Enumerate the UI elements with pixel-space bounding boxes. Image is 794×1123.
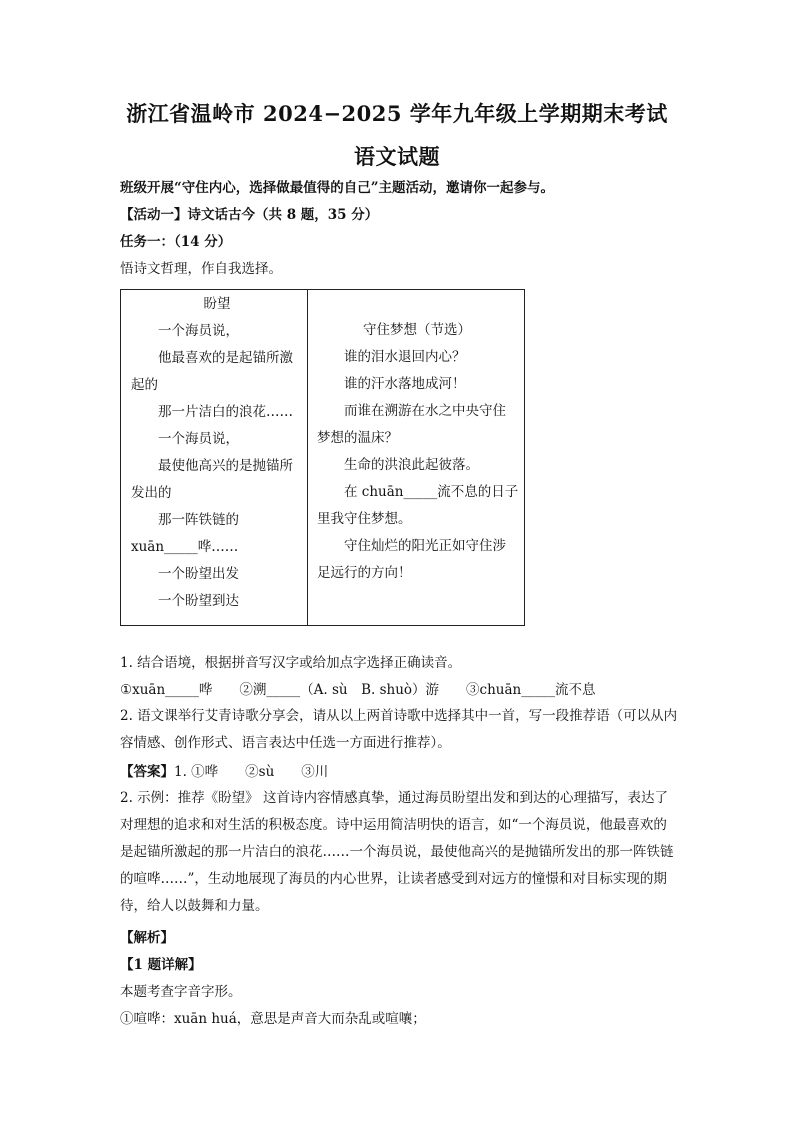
poem-line: 足远行的方向！	[317, 565, 412, 581]
page-subtitle: 语文试题	[354, 144, 440, 169]
poem-line: 最使他高兴的是抛锚所	[158, 458, 293, 474]
activity-heading: 【活动一】诗文话古今（共 8 题，35 分）	[120, 207, 379, 223]
detail-text: 本题考查字音字形。	[120, 984, 242, 1000]
poem-table	[120, 289, 525, 626]
task-description: 悟诗文哲理，作自我选择。	[120, 261, 282, 277]
poem-line: 谁的汗水落地成河！	[344, 376, 466, 392]
poem-line: xuān_____哗……	[131, 539, 239, 555]
answer-2	[120, 785, 680, 920]
detail-item-1: ①喧哗：xuān huá，意思是声音大而杂乱或喧嚷；	[120, 1011, 426, 1027]
answer-1: 1. ①哗 ②sù ③川	[174, 764, 329, 780]
poem-line: 一个海员说，	[158, 323, 239, 339]
question-1: 1. 结合语境，根据拼音写汉字或给加点字选择正确读音。	[120, 655, 462, 671]
poem-line: 那一阵铁链的	[158, 512, 239, 528]
analysis-label: 【解析】	[120, 930, 174, 946]
poem-line: 一个盼望出发	[158, 566, 239, 582]
poem-line: 梦想的温床？	[317, 430, 398, 446]
task-heading: 任务一：（14 分）	[120, 234, 232, 250]
page-title: 浙江省温岭市 2024−2025 学年九年级上学期期末考试	[126, 101, 668, 126]
question-2	[120, 703, 680, 757]
poem-line: 生命的洪浪此起彼落。	[344, 457, 479, 473]
poem-line: 起的	[131, 377, 158, 393]
poem-line: 一个海员说，	[158, 431, 239, 447]
poem-line: 里我守住梦想。	[317, 511, 412, 527]
poem-left	[131, 290, 303, 615]
intro-text: 班级开展“守住内心，选择做最值得的自己”主题活动，邀请你一起参与。	[120, 180, 555, 196]
answer-label: 【答案】	[120, 764, 174, 780]
poem-left-title: 盼望	[203, 296, 231, 312]
poem-line: 谁的泪水退回内心？	[344, 349, 466, 365]
poem-line: 而谁在溯游在水之中央守住	[344, 403, 506, 419]
poem-right-title: 守住梦想（节选）	[363, 322, 471, 338]
poem-line: 他最喜欢的是起锚所激	[158, 350, 293, 366]
detail-label: 【1 题详解】	[120, 957, 202, 973]
question-2-text: 2. 语文课举行艾青诗歌分享会，请从以上两首诗歌中选择其中一首，写一段推荐语（可以从内容情感、创作形式、语言表达中任选一方面进行推荐）。	[120, 708, 678, 751]
poem-line: 发出的	[131, 485, 172, 501]
answer-row	[120, 762, 680, 782]
question-1-options: ①xuān_____哗 ②溯_____（A. sù B. shuò）游 ③chuān_____流不息	[120, 682, 596, 698]
poem-line: 在 chuān_____流不息的日子	[344, 484, 519, 500]
poem-right	[317, 317, 517, 587]
table-divider	[307, 290, 308, 625]
poem-line: 那一片洁白的浪花……	[158, 404, 293, 420]
answer-2-text: 2. 示例：推荐《盼望》 这首诗内容情感真挚，通过海员盼望出发和到达的心理描写，表达了对理想的追求和对生活的积极态度。诗中运用简洁明快的语言，如“一个海员说，他最喜欢的是起锚所激起的那一片洁白的浪花……一个海员说，最使他高兴的是抛锚所发出的那一阵铁链的喧哗……”，生动地展现了海员的内心世界，让读者感受到对远方的憧憬和对目标实现的期待，给人以鼓舞和力量。	[120, 790, 674, 914]
poem-line: 守住灿烂的阳光正如守住涉	[344, 538, 506, 554]
poem-line: 一个盼望到达	[158, 593, 239, 609]
